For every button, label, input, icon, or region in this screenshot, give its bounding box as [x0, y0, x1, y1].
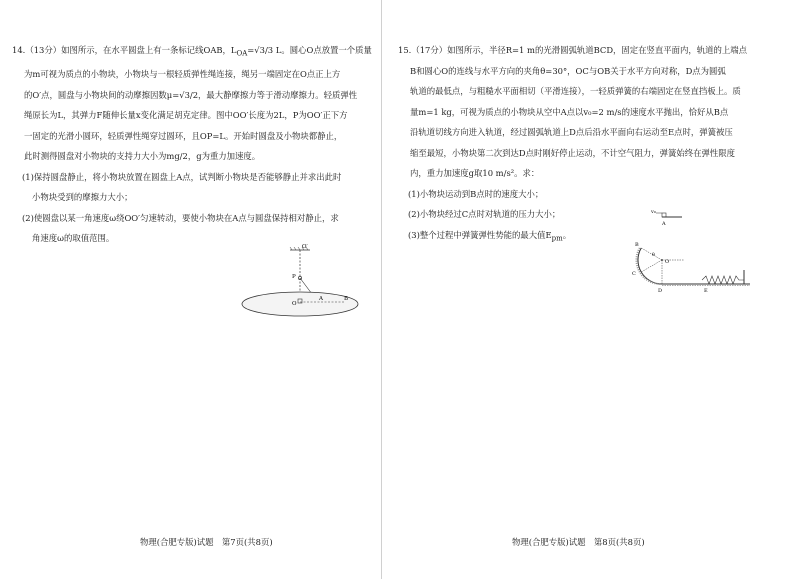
q14-sub-1-cont: 小物块受到的摩擦力大小； [32, 192, 133, 203]
q15-sub-1: (1)小物块运动到B点时的速度大小； [408, 188, 544, 199]
q14-line-3: 的O′点，圆盘与小物块间的动摩擦因数μ=√3/2，最大静摩擦力等于滑动摩擦力。轻质弹性 [24, 89, 358, 100]
label-a: A [319, 296, 323, 302]
q15-line-4: 量m=1 kg，可视为质点的小物块从空中A点以v₀=2 m/s的速度水平抛出，恰好从B点 [410, 106, 729, 117]
footer-page-8: 物理(合肥专版)试题 第8页(共8页) [512, 537, 645, 547]
question-14 [12, 40, 382, 249]
q15-line-6: 缩至最短，小物块第二次到达D点时刚好停止运动，不计空气阻力，弹簧始终在弹性限度 [410, 147, 735, 158]
label-theta: θ [652, 253, 655, 258]
q14-line-2: 为m可视为质点的小物块，小物块与一根轻质弹性绳连接，绳另一端固定在O点正上方 [24, 69, 341, 80]
q14-figure [240, 240, 370, 325]
q15-line-2: B和圆心O的连线与水平方向的夹角θ=30°，OC与OB关于水平方向对称，D点为圆弧 [410, 65, 726, 76]
label-p: P [292, 274, 296, 280]
q15-figure [622, 205, 762, 297]
label-o-prime: O′ [302, 244, 308, 250]
q14-sub-2-cont: 角速度ω的取值范围。 [32, 233, 115, 244]
column-divider [381, 0, 382, 579]
label-b: B [344, 296, 349, 302]
label-e: E [704, 288, 708, 294]
q14-sub-1: (1)保持圆盘静止，将小物块放置在圆盘上A点，试判断小物块是否能够静止并求出此时 [22, 171, 342, 182]
label-v0: v₀ [651, 209, 656, 215]
label-a: A [662, 221, 666, 227]
q14-line-4: 绳原长为L，其弹力F随伸长量x变化满足胡克定律。图中OO′长度为2L，P为OO′正下方 [24, 110, 348, 121]
label-d: D [658, 288, 663, 294]
q15-line-5: 沿轨道切线方向进入轨道，经过圆弧轨道上D点后沿水平面向右运动至E点时，弹簧被压 [410, 127, 733, 137]
q15-line-7: 内，重力加速度g取10 m/s²。求： [410, 168, 540, 178]
label-o: O [292, 301, 297, 307]
q14-line-1: 14.（13分）如图所示，在水平圆盘上有一条标记线OAB，$L_{OA}=√3/3$ L。圆心O点放置一个质量 [12, 45, 372, 58]
q15-line-1: 15.（17分）如图所示，半径R=1 m的光滑圆弧轨道BCD，固定在竖直平面内，轨道的上端点 [398, 45, 748, 55]
q14-sub-2: (2)使圆盘以某一角速度ω绕OO′匀速转动，要使小物块在A点与圆盘保持相对静止，求 [22, 212, 339, 223]
q15-sub-2: (2)小物块经过C点时对轨道的压力大小； [408, 209, 561, 219]
label-b: B [635, 242, 639, 248]
q15-sub-3: (3)整个过程中弹簧弹性势能的最大值$E_{pm}$。 [408, 229, 572, 243]
q14-line-5: 一固定的光滑小圆环，轻质弹性绳穿过圆环，且OP=L。开始时圆盘及小物块都静止， [24, 130, 343, 141]
q14-line-6: 此时测得圆盘对小物块的支持力大小为mg/2，g为重力加速度。 [24, 151, 261, 162]
label-o: O [665, 259, 670, 265]
q15-line-3: 轨道的最低点，与粗糙水平面相切（平滑连接），一轻质弹簧的右端固定在竖直挡板上。质 [410, 86, 741, 96]
label-c: C [632, 271, 636, 277]
footer-page-7: 物理(合肥专版)试题 第7页(共8页) [140, 537, 273, 547]
